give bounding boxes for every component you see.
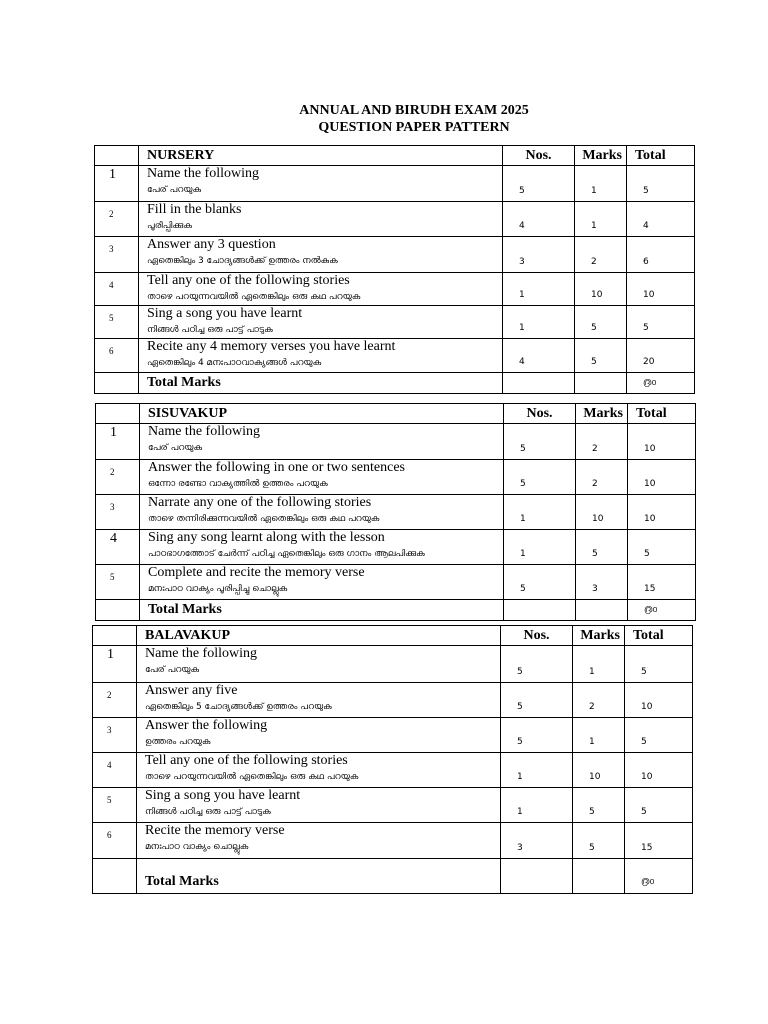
question-number: 6 bbox=[95, 339, 139, 373]
marks-value: 10 bbox=[575, 273, 627, 306]
question-number: 3 bbox=[93, 718, 137, 753]
table-row bbox=[93, 753, 693, 788]
question-text-english: Answer any five bbox=[145, 683, 238, 698]
empty-cell bbox=[573, 859, 625, 894]
question-text-malayalam: ഏതെങ്കിലും 3 ചോദ്യങ്ങൾക്ക് ഉത്തരം നൽകുക bbox=[147, 256, 338, 266]
marks-value: 5 bbox=[575, 306, 627, 339]
question-number: 5 bbox=[96, 565, 140, 600]
question-text-malayalam: പേര് പറയുക bbox=[148, 443, 203, 453]
nos-value: 1 bbox=[501, 753, 573, 788]
question-text-english: Answer any 3 question bbox=[147, 237, 276, 252]
question-text-malayalam: പേര് പറയുക bbox=[145, 665, 200, 675]
table-row bbox=[93, 646, 693, 683]
table-row bbox=[95, 339, 695, 373]
table-row bbox=[95, 202, 695, 237]
empty-cell bbox=[503, 373, 575, 394]
total-value: 5 bbox=[625, 718, 693, 753]
question-text-english: Name the following bbox=[145, 646, 257, 661]
table-row bbox=[95, 273, 695, 306]
question-text-english: Tell any one of the following stories bbox=[145, 753, 348, 768]
question-number: 4 bbox=[96, 530, 140, 565]
question-text-malayalam: ഉത്തരം പറയുക bbox=[145, 737, 211, 747]
nos-value: 1 bbox=[504, 530, 576, 565]
empty-cell bbox=[93, 859, 137, 894]
table-row bbox=[96, 530, 696, 565]
total-marks-value: ൫൦ bbox=[627, 373, 695, 394]
empty-cell bbox=[504, 600, 576, 621]
section-title: SISUVAKUP bbox=[140, 404, 504, 424]
question-text-malayalam: പേര് പറയുക bbox=[147, 185, 202, 195]
marks-value: 2 bbox=[573, 683, 625, 718]
question-text-english: Sing any song learnt along with the lesson bbox=[148, 530, 385, 545]
question-number: 3 bbox=[96, 495, 140, 530]
nos-value: 1 bbox=[504, 495, 576, 530]
table-row bbox=[93, 823, 693, 859]
column-header-nos: Nos. bbox=[501, 626, 573, 646]
nos-value: 1 bbox=[503, 306, 575, 339]
total-value: 5 bbox=[627, 166, 695, 202]
question-cell bbox=[139, 339, 503, 373]
table-row bbox=[93, 788, 693, 823]
question-text-malayalam: താഴെ പറയുന്നവയിൽ ഏതെങ്കിലും ഒരു കഥ പറയുക bbox=[145, 772, 359, 782]
question-number: 1 bbox=[96, 424, 140, 460]
question-text-english: Recite any 4 memory verses you have learnt bbox=[147, 339, 396, 354]
question-text-english: Complete and recite the memory verse bbox=[148, 565, 365, 580]
total-value: 10 bbox=[625, 683, 693, 718]
total-value: 10 bbox=[625, 753, 693, 788]
table-row bbox=[96, 460, 696, 495]
document-subtitle: QUESTION PAPER PATTERN bbox=[318, 120, 510, 135]
nos-value: 5 bbox=[501, 718, 573, 753]
question-text-english: Sing a song you have learnt bbox=[147, 306, 303, 321]
question-number: 2 bbox=[96, 460, 140, 495]
column-header-total: Total bbox=[627, 146, 695, 166]
table-row bbox=[93, 683, 693, 718]
section-table-sisuvakup bbox=[95, 403, 696, 621]
table-row bbox=[95, 306, 695, 339]
column-header-nos: Nos. bbox=[504, 404, 576, 424]
total-value: 15 bbox=[625, 823, 693, 859]
table-row bbox=[96, 495, 696, 530]
table-row bbox=[96, 565, 696, 600]
question-cell bbox=[140, 565, 504, 600]
question-cell bbox=[137, 823, 501, 859]
total-marks-label: Total Marks bbox=[137, 859, 501, 894]
total-marks-label: Total Marks bbox=[140, 600, 504, 621]
question-cell bbox=[140, 460, 504, 495]
header-number-cell bbox=[96, 404, 140, 424]
nos-value: 3 bbox=[503, 237, 575, 273]
nos-value: 5 bbox=[504, 565, 576, 600]
header-number-cell bbox=[93, 626, 137, 646]
total-value: 5 bbox=[625, 646, 693, 683]
marks-value: 5 bbox=[573, 823, 625, 859]
question-text-english: Answer the following in one or two sentences bbox=[148, 460, 405, 475]
question-text-malayalam: പൂരിപ്പിക്കുക bbox=[147, 221, 192, 231]
question-cell bbox=[139, 273, 503, 306]
marks-value: 1 bbox=[573, 718, 625, 753]
empty-cell bbox=[95, 373, 139, 394]
question-text-english: Name the following bbox=[147, 166, 259, 181]
header-number-cell bbox=[95, 146, 139, 166]
question-cell bbox=[139, 166, 503, 202]
question-cell bbox=[140, 424, 504, 460]
question-number: 1 bbox=[95, 166, 139, 202]
nos-value: 3 bbox=[501, 823, 573, 859]
total-value: 5 bbox=[625, 788, 693, 823]
marks-value: 1 bbox=[573, 646, 625, 683]
column-header-marks: Marks bbox=[573, 626, 625, 646]
marks-value: 2 bbox=[575, 237, 627, 273]
question-cell bbox=[139, 237, 503, 273]
question-cell bbox=[139, 306, 503, 339]
question-number: 1 bbox=[93, 646, 137, 683]
question-number: 3 bbox=[95, 237, 139, 273]
question-text-malayalam: നിങ്ങൾ പഠിച്ച ഒരു പാട്ട് പാടുക bbox=[147, 325, 273, 335]
nos-value: 4 bbox=[503, 339, 575, 373]
question-cell bbox=[137, 753, 501, 788]
table-row bbox=[93, 718, 693, 753]
question-cell bbox=[137, 646, 501, 683]
marks-value: 5 bbox=[573, 788, 625, 823]
section-table-balavakup bbox=[92, 625, 693, 894]
empty-cell bbox=[576, 600, 628, 621]
question-text-malayalam: ഏതെങ്കിലും 5 ചോദ്യങ്ങൾക്ക് ഉത്തരം പറയുക bbox=[145, 702, 332, 712]
column-header-marks: Marks bbox=[576, 404, 628, 424]
nos-value: 5 bbox=[501, 683, 573, 718]
total-value: 15 bbox=[628, 565, 696, 600]
marks-value: 3 bbox=[576, 565, 628, 600]
total-value: 5 bbox=[628, 530, 696, 565]
question-cell bbox=[137, 718, 501, 753]
question-text-english: Sing a song you have learnt bbox=[145, 788, 301, 803]
question-text-malayalam: മനഃപാഠ വാക്യം പൂരിപ്പിച്ചു ചൊല്ലുക bbox=[148, 584, 288, 594]
marks-value: 10 bbox=[576, 495, 628, 530]
question-text-english: Answer the following bbox=[145, 718, 268, 733]
table-header-row bbox=[93, 626, 693, 646]
total-marks-label: Total Marks bbox=[139, 373, 503, 394]
question-cell bbox=[139, 202, 503, 237]
question-text-english: Fill in the blanks bbox=[147, 202, 242, 217]
total-value: 10 bbox=[627, 273, 695, 306]
nos-value: 1 bbox=[501, 788, 573, 823]
question-cell bbox=[140, 530, 504, 565]
document-title: ANNUAL AND BIRUDH EXAM 2025 bbox=[299, 103, 529, 118]
marks-value: 2 bbox=[576, 460, 628, 495]
question-text-malayalam: ഏതെങ്കിലും 4 മനഃപാഠവാക്യങ്ങൾ പറയുക bbox=[147, 358, 322, 368]
total-marks-row bbox=[96, 600, 696, 621]
question-text-malayalam: പാഠഭാഗത്തോട് ചേർന്ന് പഠിച്ച ഏതെങ്കിലും ഒരു ഗാനം ആലപിക്കുക bbox=[148, 549, 425, 559]
question-number: 2 bbox=[95, 202, 139, 237]
empty-cell bbox=[575, 373, 627, 394]
question-text-malayalam: ഒന്നോ രണ്ടോ വാക്യത്തിൽ ഉത്തരം പറയുക bbox=[148, 479, 328, 489]
marks-value: 5 bbox=[575, 339, 627, 373]
question-text-malayalam: താഴെ തന്നിരിക്കുന്നവയിൽ ഏതെങ്കിലും ഒരു കഥ പറയുക bbox=[148, 514, 380, 524]
total-marks-value: ൫൦ bbox=[625, 859, 693, 894]
question-number: 5 bbox=[93, 788, 137, 823]
question-text-english: Tell any one of the following stories bbox=[147, 273, 350, 288]
question-number: 2 bbox=[93, 683, 137, 718]
section-title: NURSERY bbox=[139, 146, 503, 166]
total-value: 10 bbox=[628, 460, 696, 495]
total-value: 6 bbox=[627, 237, 695, 273]
section-table-nursery bbox=[94, 145, 695, 394]
table-row bbox=[95, 166, 695, 202]
question-text-english: Recite the memory verse bbox=[145, 823, 285, 838]
column-header-total: Total bbox=[628, 404, 696, 424]
marks-value: 10 bbox=[573, 753, 625, 788]
nos-value: 5 bbox=[503, 166, 575, 202]
table-header-row bbox=[95, 146, 695, 166]
column-header-nos: Nos. bbox=[503, 146, 575, 166]
total-value: 10 bbox=[628, 424, 696, 460]
empty-cell bbox=[501, 859, 573, 894]
question-number: 4 bbox=[93, 753, 137, 788]
question-number: 4 bbox=[95, 273, 139, 306]
nos-value: 5 bbox=[504, 424, 576, 460]
nos-value: 1 bbox=[503, 273, 575, 306]
column-header-total: Total bbox=[625, 626, 693, 646]
nos-value: 4 bbox=[503, 202, 575, 237]
table-row bbox=[95, 237, 695, 273]
total-value: 4 bbox=[627, 202, 695, 237]
question-text-english: Narrate any one of the following stories bbox=[148, 495, 372, 510]
total-value: 20 bbox=[627, 339, 695, 373]
nos-value: 5 bbox=[501, 646, 573, 683]
empty-cell bbox=[96, 600, 140, 621]
table-header-row bbox=[96, 404, 696, 424]
question-text-malayalam: മനഃപാഠ വാക്യം ചൊല്ലുക bbox=[145, 842, 249, 852]
total-marks-row bbox=[93, 859, 693, 894]
marks-value: 5 bbox=[576, 530, 628, 565]
nos-value: 5 bbox=[504, 460, 576, 495]
question-cell bbox=[137, 683, 501, 718]
question-text-malayalam: നിങ്ങൾ പഠിച്ച ഒരു പാട്ട് പാടുക bbox=[145, 807, 271, 817]
section-title: BALAVAKUP bbox=[137, 626, 501, 646]
table-row bbox=[96, 424, 696, 460]
question-text-malayalam: താഴെ പറയുന്നവയിൽ ഏതെങ്കിലും ഒരു കഥ പറയുക bbox=[147, 292, 361, 302]
marks-value: 2 bbox=[576, 424, 628, 460]
total-marks-value: ൫൦ bbox=[628, 600, 696, 621]
question-text-english: Name the following bbox=[148, 424, 260, 439]
question-number: 5 bbox=[95, 306, 139, 339]
total-marks-row bbox=[95, 373, 695, 394]
marks-value: 1 bbox=[575, 166, 627, 202]
question-number: 6 bbox=[93, 823, 137, 859]
question-cell bbox=[140, 495, 504, 530]
question-cell bbox=[137, 788, 501, 823]
total-value: 10 bbox=[628, 495, 696, 530]
total-value: 5 bbox=[627, 306, 695, 339]
column-header-marks: Marks bbox=[575, 146, 627, 166]
marks-value: 1 bbox=[575, 202, 627, 237]
